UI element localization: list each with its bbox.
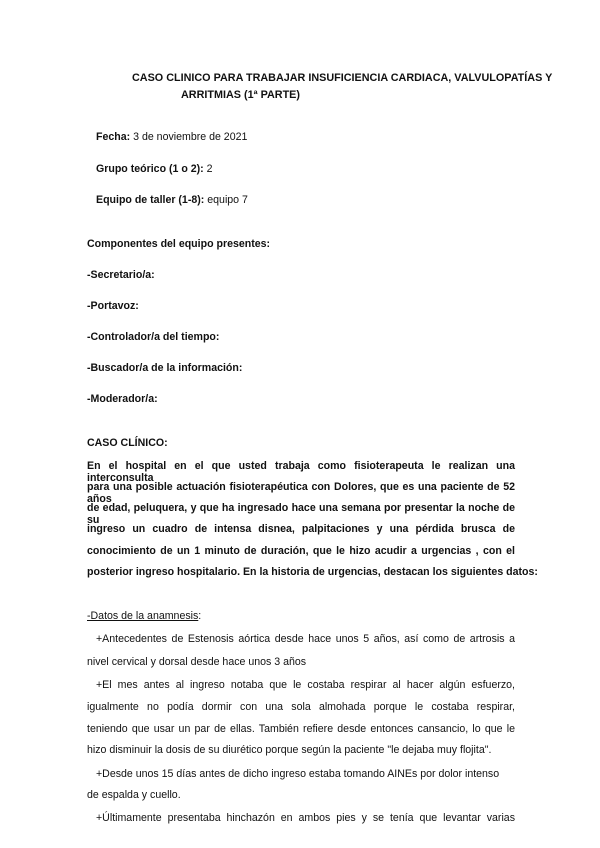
role-controlador: -Controlador/a del tiempo: <box>87 331 220 343</box>
doc-title-line2: ARRITMIAS (1ª PARTE) <box>181 89 300 101</box>
fecha-row <box>96 131 247 143</box>
fecha-value: 3 de noviembre de 2021 <box>133 131 248 143</box>
anamnesis-line: de espalda y cuello. <box>87 789 181 801</box>
anamnesis-line: teniendo que usar un par de ellas. También refiere desde entonces cansancio, lo que le <box>87 723 515 735</box>
case-line: ingreso un cuadro de intensa disnea, palpitaciones y una pérdida brusca de <box>87 523 515 535</box>
anamnesis-heading: -Datos de la anamnesis <box>87 610 199 622</box>
equipo-value: equipo 7 <box>207 194 248 206</box>
anamnesis-line: igualmente no podía dormir con una sola almohada porque le costaba respirar, <box>87 701 515 713</box>
doc-title-line1: CASO CLINICO PARA TRABAJAR INSUFICIENCIA CARDIACA, VALVULOPATÍAS Y <box>132 72 553 84</box>
equipo-row <box>96 194 248 206</box>
anamnesis-line: +Desde unos 15 días antes de dicho ingreso estaba tomando AINEs por dolor intenso <box>96 768 500 780</box>
case-line: de edad, peluquera, y que ha ingresado hace una semana por presentar la noche de su <box>87 502 515 526</box>
case-line: para una posible actuación fisioterapéutica con Dolores, que es una paciente de 52 años <box>87 481 515 505</box>
anamnesis-line: hizo disminuir la dosis de su diurético porque según la paciente "le dejaba muy flojita". <box>87 744 492 756</box>
case-line: En el hospital en el que usted trabaja como fisioterapeuta le realizan una interconsulta <box>87 460 515 484</box>
case-line: posterior ingreso hospitalario. En la historia de urgencias, destacan los siguientes datos: <box>87 566 538 578</box>
anamnesis-heading-row <box>87 610 201 622</box>
role-moderador: -Moderador/a: <box>87 393 158 405</box>
role-portavoz: -Portavoz: <box>87 300 139 312</box>
grupo-label: Grupo teórico (1 o 2): <box>96 163 204 175</box>
fecha-label: Fecha: <box>96 131 131 143</box>
grupo-value: 2 <box>206 163 213 175</box>
anamnesis-line: +El mes antes al ingreso notaba que le costaba respirar al hacer algún esfuerzo, <box>96 679 515 691</box>
anamnesis-line: +Antecedentes de Estenosis aórtica desde hace unos 5 años, así como de artrosis a <box>96 633 515 645</box>
case-heading: CASO CLÍNICO: <box>87 437 168 449</box>
grupo-row <box>96 163 213 175</box>
role-buscador: -Buscador/a de la información: <box>87 362 243 374</box>
role-secretario: -Secretario/a: <box>87 269 155 281</box>
anamnesis-line: +Últimamente presentaba hinchazón en ambos pies y se tenía que levantar varias <box>96 812 515 824</box>
components-heading: Componentes del equipo presentes: <box>87 238 271 250</box>
case-line: conocimiento de un 1 minuto de duración, que le hizo acudir a urgencias , con el <box>87 545 515 557</box>
equipo-label: Equipo de taller (1-8): <box>96 194 205 206</box>
anamnesis-line: nivel cervical y dorsal desde hace unos 3 años <box>87 656 307 668</box>
case-line-last <box>87 566 538 578</box>
anamnesis-colon: : <box>198 610 202 622</box>
